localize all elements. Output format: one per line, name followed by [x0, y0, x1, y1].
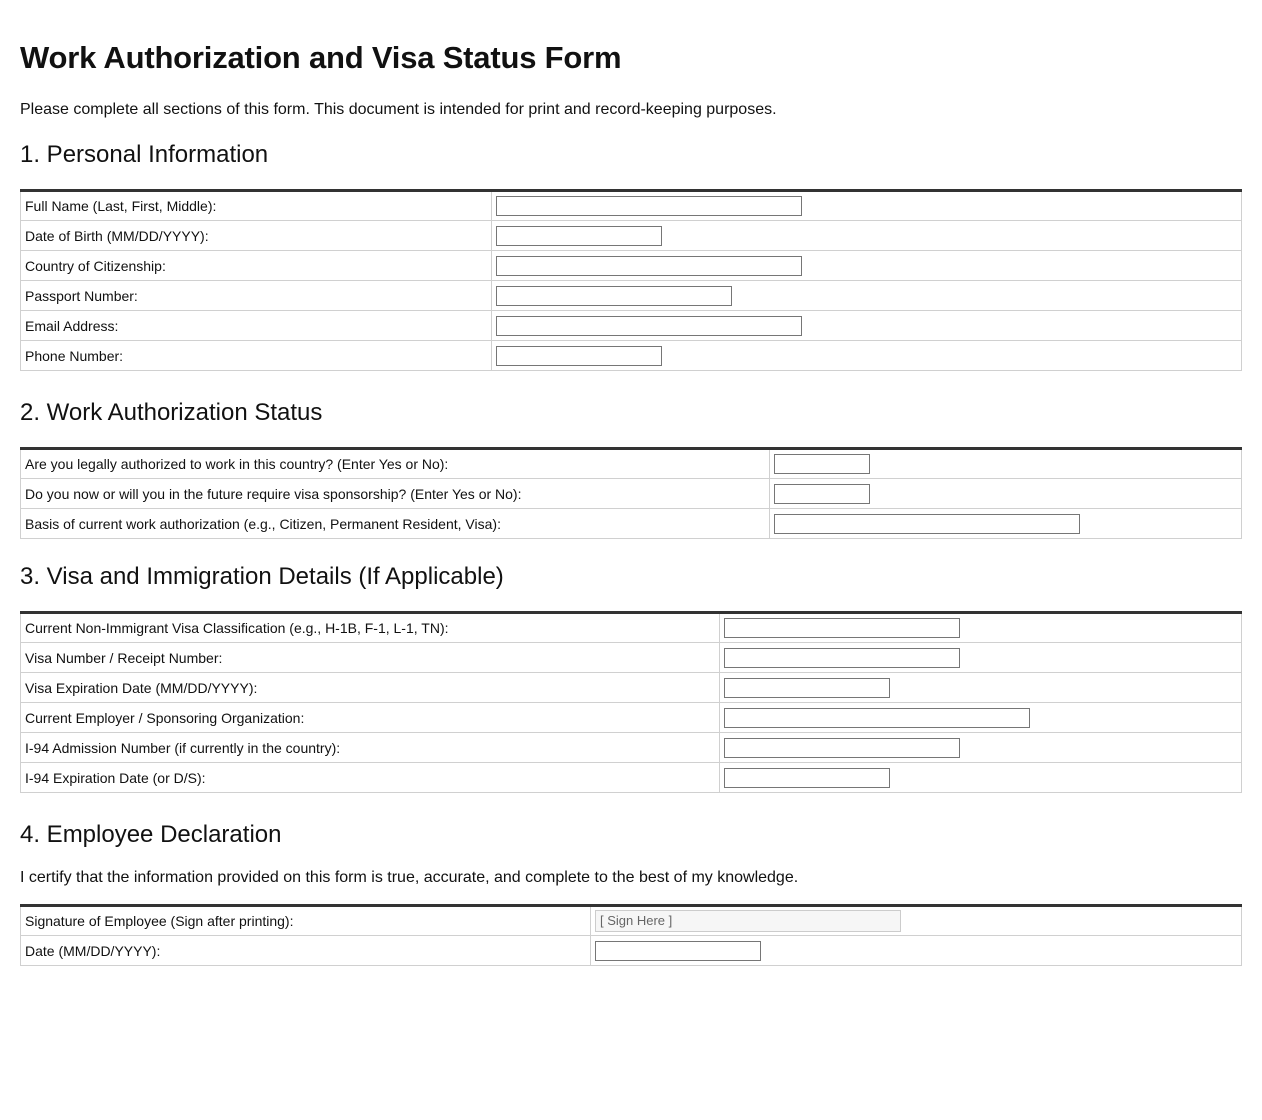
field-label: Email Address: — [21, 311, 492, 341]
field-label: Visa Number / Receipt Number: — [21, 643, 720, 673]
i94-expiration-input[interactable] — [724, 768, 890, 788]
table-row — [21, 449, 1242, 479]
table-row — [21, 703, 1242, 733]
visa-classification-input[interactable] — [724, 618, 960, 638]
table-row — [21, 191, 1242, 221]
field-label: Date (MM/DD/YYYY): — [21, 936, 591, 966]
table-row — [21, 479, 1242, 509]
authorized-to-work-input[interactable] — [774, 454, 870, 474]
email-input[interactable] — [496, 316, 802, 336]
field-label: Signature of Employee (Sign after printing): — [21, 906, 591, 936]
visa-number-input[interactable] — [724, 648, 960, 668]
i94-number-input[interactable] — [724, 738, 960, 758]
personal-info-table — [20, 189, 1242, 371]
table-row — [21, 221, 1242, 251]
signature-field[interactable]: [ Sign Here ] — [595, 910, 901, 932]
declaration-text: I certify that the information provided on this form is true, accurate, and complete to the best of my knowledge. — [20, 869, 799, 886]
passport-number-input[interactable] — [496, 286, 732, 306]
table-row — [21, 733, 1242, 763]
full-name-input[interactable] — [496, 196, 802, 216]
declaration-date-input[interactable] — [595, 941, 761, 961]
declaration-table — [20, 904, 1242, 966]
field-label: Current Non-Immigrant Visa Classification (e.g., H-1B, F-1, L-1, TN): — [21, 613, 720, 643]
citizenship-input[interactable] — [496, 256, 802, 276]
field-label: Current Employer / Sponsoring Organization: — [21, 703, 720, 733]
section-heading-personal: 1. Personal Information — [20, 141, 269, 168]
field-label: Country of Citizenship: — [21, 251, 492, 281]
table-row — [21, 936, 1242, 966]
page-title: Work Authorization and Visa Status Form — [20, 40, 622, 75]
field-label: Visa Expiration Date (MM/DD/YYYY): — [21, 673, 720, 703]
table-row — [21, 613, 1242, 643]
visa-details-table — [20, 611, 1242, 793]
section-heading-work: 2. Work Authorization Status — [20, 399, 323, 426]
section-heading-declaration: 4. Employee Declaration — [20, 821, 282, 848]
table-row — [21, 281, 1242, 311]
visa-expiration-input[interactable] — [724, 678, 890, 698]
table-row — [21, 906, 1242, 936]
field-label: Basis of current work authorization (e.g., Citizen, Permanent Resident, Visa): — [21, 509, 770, 539]
date-of-birth-input[interactable] — [496, 226, 662, 246]
table-row — [21, 251, 1242, 281]
table-row — [21, 673, 1242, 703]
table-row — [21, 311, 1242, 341]
work-authorization-table — [20, 447, 1242, 539]
employer-input[interactable] — [724, 708, 1030, 728]
phone-input[interactable] — [496, 346, 662, 366]
section-heading-visa: 3. Visa and Immigration Details (If Applicable) — [20, 563, 504, 590]
field-label: Passport Number: — [21, 281, 492, 311]
intro-text: Please complete all sections of this form. This document is intended for print and record-keeping purposes. — [20, 101, 777, 118]
field-label: Do you now or will you in the future require visa sponsorship? (Enter Yes or No): — [21, 479, 770, 509]
field-label: Date of Birth (MM/DD/YYYY): — [21, 221, 492, 251]
field-label: Are you legally authorized to work in this country? (Enter Yes or No): — [21, 449, 770, 479]
table-row — [21, 643, 1242, 673]
table-row — [21, 509, 1242, 539]
field-label: Phone Number: — [21, 341, 492, 371]
table-row — [21, 341, 1242, 371]
sponsorship-input[interactable] — [774, 484, 870, 504]
field-label: Full Name (Last, First, Middle): — [21, 191, 492, 221]
table-row — [21, 763, 1242, 793]
field-label: I-94 Admission Number (if currently in the country): — [21, 733, 720, 763]
field-label: I-94 Expiration Date (or D/S): — [21, 763, 720, 793]
authorization-basis-input[interactable] — [774, 514, 1080, 534]
